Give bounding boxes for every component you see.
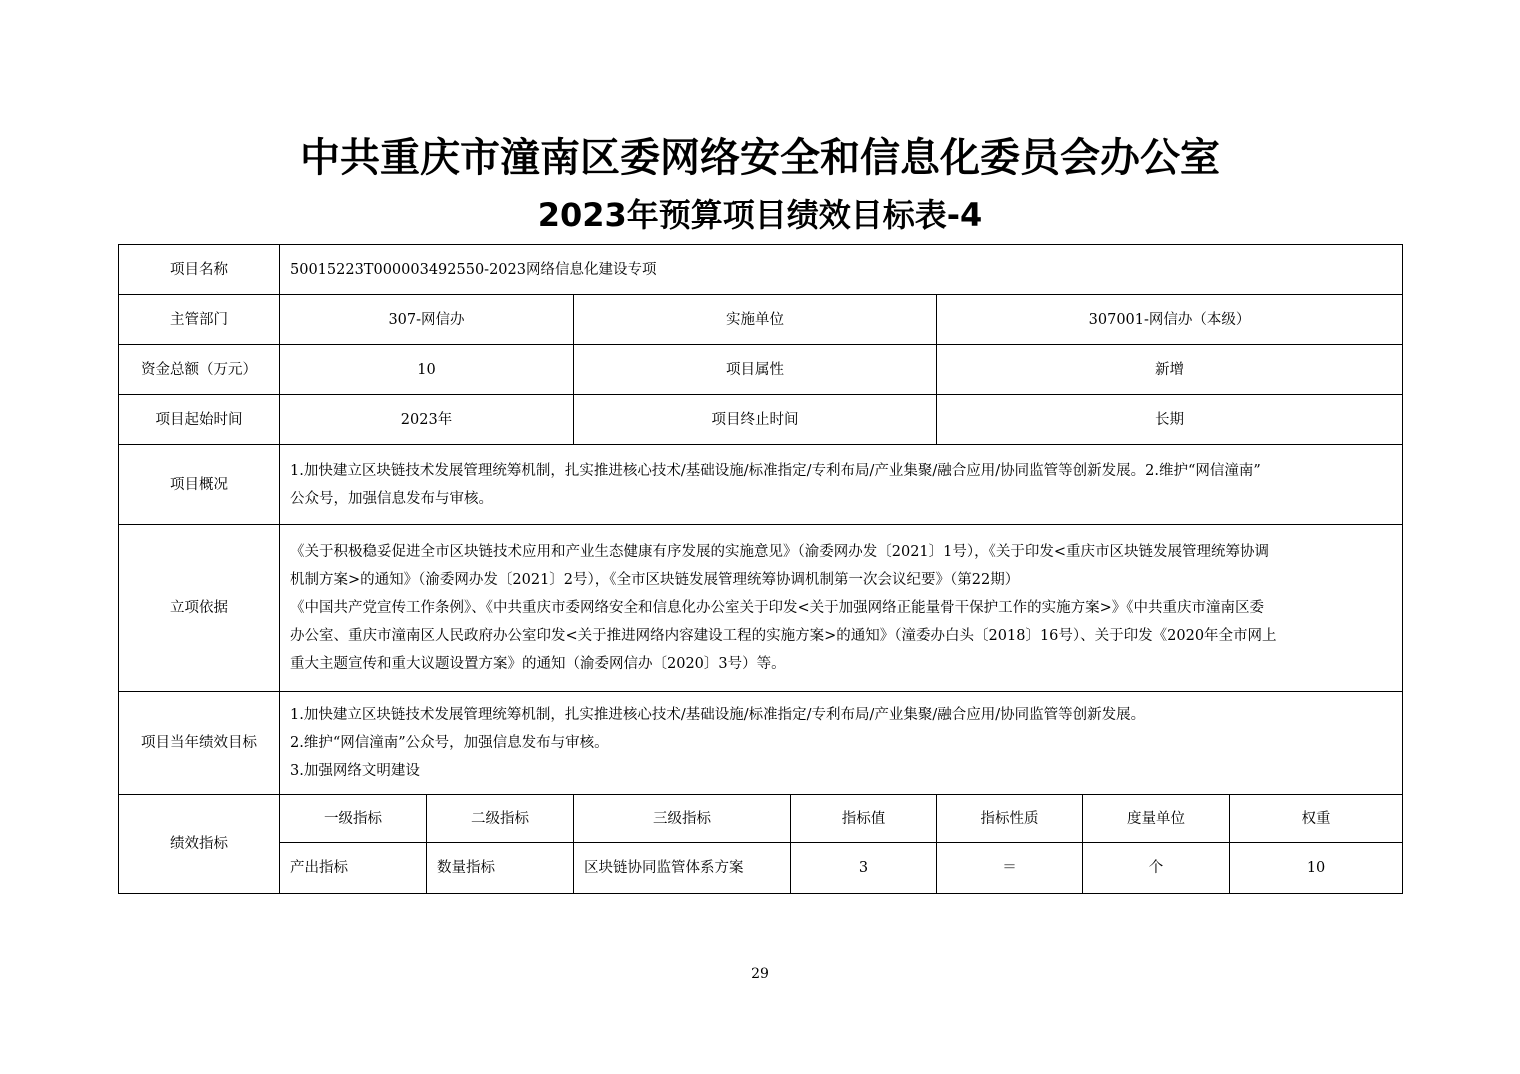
indicator-cell: 3 bbox=[791, 843, 937, 894]
basis-value bbox=[280, 525, 1403, 692]
goal-line: 3.加强网络文明建设 bbox=[290, 763, 420, 779]
project-name-value: 50015223T000003492550-2023网络信息化建设专项 bbox=[280, 245, 1403, 295]
basis-line: 《中国共产党宣传工作条例》、《中共重庆市委网络安全和信息化办公室关于印发<关于加强网络正能量骨干保护工作的实施方案>》《中共重庆市潼南区委 bbox=[290, 600, 1265, 616]
indicator-header: 指标性质 bbox=[937, 795, 1083, 843]
dept-value: 307-网信办 bbox=[280, 295, 574, 345]
indicator-label: 绩效指标 bbox=[119, 795, 280, 894]
row-period bbox=[119, 395, 1403, 445]
start-value: 2023年 bbox=[280, 395, 574, 445]
basis-label: 立项依据 bbox=[119, 525, 280, 692]
attr-value: 新增 bbox=[937, 345, 1403, 395]
indicator-header: 权重 bbox=[1230, 795, 1403, 843]
impl-label: 实施单位 bbox=[574, 295, 937, 345]
row-indicator-header bbox=[119, 795, 1403, 843]
row-project-name bbox=[119, 245, 1403, 295]
project-name-label: 项目名称 bbox=[119, 245, 280, 295]
fund-value: 10 bbox=[280, 345, 574, 395]
row-annual-goal bbox=[119, 692, 1403, 795]
overview-label: 项目概况 bbox=[119, 445, 280, 525]
indicator-cell: 个 bbox=[1083, 843, 1230, 894]
goal-line: 1.加快建立区块链技术发展管理统筹机制，扎实推进核心技术/基础设施/标准指定/专利布局/产业集聚/融合应用/协同监管等创新发展。 bbox=[290, 707, 1146, 723]
overview-value bbox=[280, 445, 1403, 525]
row-department bbox=[119, 295, 1403, 345]
row-funding bbox=[119, 345, 1403, 395]
basis-line: 重大主题宣传和重大议题设置方案》的通知（渝委网信办〔2020〕3号）等。 bbox=[290, 656, 786, 672]
basis-line: 办公室、重庆市潼南区人民政府办公室印发<关于推进网络内容建设工程的实施方案>的通知》（潼委办白头〔2018〕16号）、关于印发《2020年全市网上 bbox=[290, 628, 1277, 644]
fund-label: 资金总额（万元） bbox=[119, 345, 280, 395]
attr-label: 项目属性 bbox=[574, 345, 937, 395]
row-indicator-data bbox=[119, 843, 1403, 894]
basis-line: 《关于积极稳妥促进全市区块链技术应用和产业生态健康有序发展的实施意见》（渝委网办发〔2021〕1号），《关于印发<重庆市区块链发展管理统筹协调 bbox=[290, 544, 1270, 560]
indicator-header: 指标值 bbox=[791, 795, 937, 843]
indicator-header: 三级指标 bbox=[574, 795, 791, 843]
end-label: 项目终止时间 bbox=[574, 395, 937, 445]
row-overview bbox=[119, 445, 1403, 525]
goal-value bbox=[280, 692, 1403, 795]
basis-line: 机制方案>的通知》（渝委网办发〔2021〕2号），《全市区块链发展管理统筹协调机制第一次会议纪要》（第22期） bbox=[290, 572, 1020, 588]
document-subtitle: 2023年预算项目绩效目标表-4 bbox=[537, 196, 983, 234]
row-basis bbox=[119, 525, 1403, 692]
goal-line: 2.维护“网信潼南”公众号，加强信息发布与审核。 bbox=[290, 735, 609, 751]
indicator-cell: 区块链协同监管体系方案 bbox=[574, 843, 791, 894]
goal-label: 项目当年绩效目标 bbox=[119, 692, 280, 795]
performance-target-table bbox=[118, 244, 1403, 894]
indicator-cell: 数量指标 bbox=[427, 843, 574, 894]
indicator-header: 二级指标 bbox=[427, 795, 574, 843]
overview-line: 1.加快建立区块链技术发展管理统筹机制，扎实推进核心技术/基础设施/标准指定/专利布局/产业集聚/融合应用/协同监管等创新发展。2.维护“网信潼南” bbox=[290, 462, 1261, 479]
page-number: 29 bbox=[751, 966, 769, 982]
overview-line: 公众号，加强信息发布与审核。 bbox=[290, 490, 493, 507]
indicator-header: 度量单位 bbox=[1083, 795, 1230, 843]
indicator-cell: 产出指标 bbox=[280, 843, 427, 894]
indicator-header: 一级指标 bbox=[280, 795, 427, 843]
indicator-cell: 10 bbox=[1230, 843, 1403, 894]
end-value: 长期 bbox=[937, 395, 1403, 445]
dept-label: 主管部门 bbox=[119, 295, 280, 345]
document-title: 中共重庆市潼南区委网络安全和信息化委员会办公室 bbox=[300, 135, 1220, 181]
impl-value: 307001-网信办（本级） bbox=[937, 295, 1403, 345]
start-label: 项目起始时间 bbox=[119, 395, 280, 445]
indicator-cell: ＝ bbox=[937, 843, 1083, 894]
